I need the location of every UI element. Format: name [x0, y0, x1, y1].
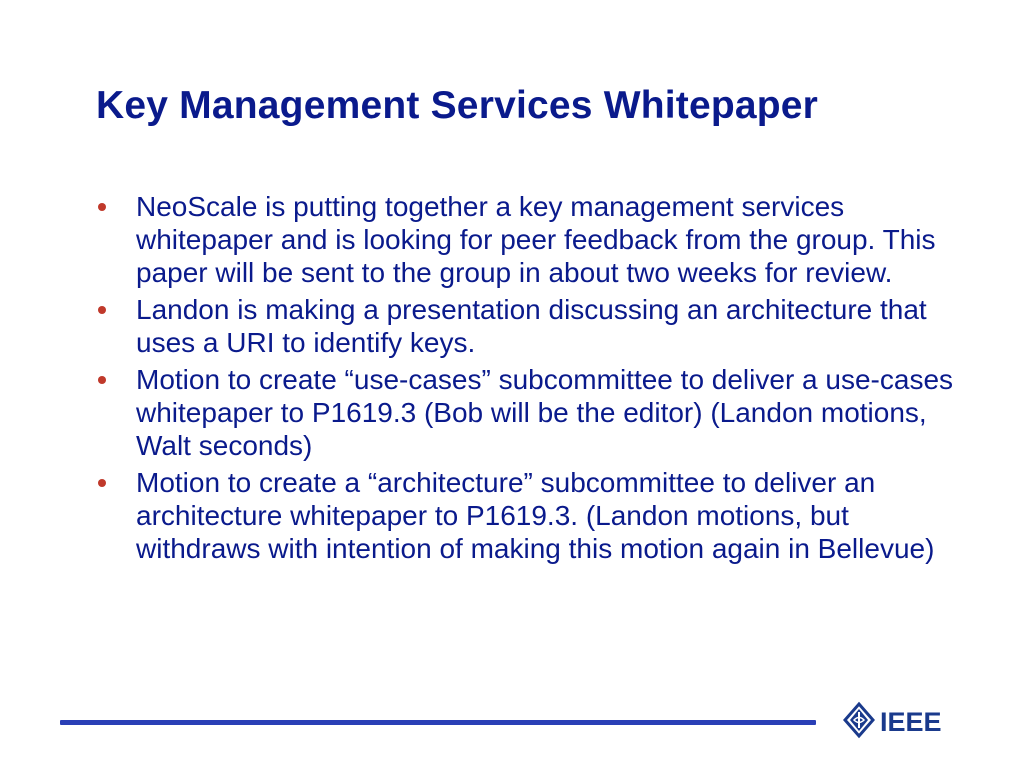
bullet-item	[96, 363, 956, 462]
footer-rule	[60, 720, 816, 725]
bullet-dot-icon	[98, 479, 106, 487]
bullet-dot-icon	[98, 376, 106, 384]
bullet-text: Motion to create a “architecture” subcommittee to deliver an architecture whitepaper to P1619.3. (Landon motions, but withdraws with intention of making this motion again in Bellevue)	[136, 467, 935, 564]
bullet-text: NeoScale is putting together a key management services whitepaper and is looking for peer feedback from the group. This paper will be sent to the group in about two weeks for review.	[136, 191, 936, 288]
ieee-logo-icon	[842, 700, 962, 746]
ieee-logo-text: IEEE	[880, 707, 942, 737]
bullet-text: Landon is making a presentation discussing an architecture that uses a URI to identify keys.	[136, 294, 927, 358]
ieee-logo	[842, 700, 962, 746]
bullet-dot-icon	[98, 306, 106, 314]
bullet-item	[96, 293, 956, 359]
slide-title: Key Management Services Whitepaper	[96, 84, 819, 127]
bullet-dot-icon	[98, 203, 106, 211]
bullet-list	[96, 190, 956, 569]
bullet-item	[96, 466, 956, 565]
bullet-item	[96, 190, 956, 289]
bullet-text: Motion to create “use-cases” subcommittee to deliver a use-cases whitepaper to P1619.3 (Bob will be the editor) (Landon motions, Walt seconds)	[136, 364, 954, 461]
